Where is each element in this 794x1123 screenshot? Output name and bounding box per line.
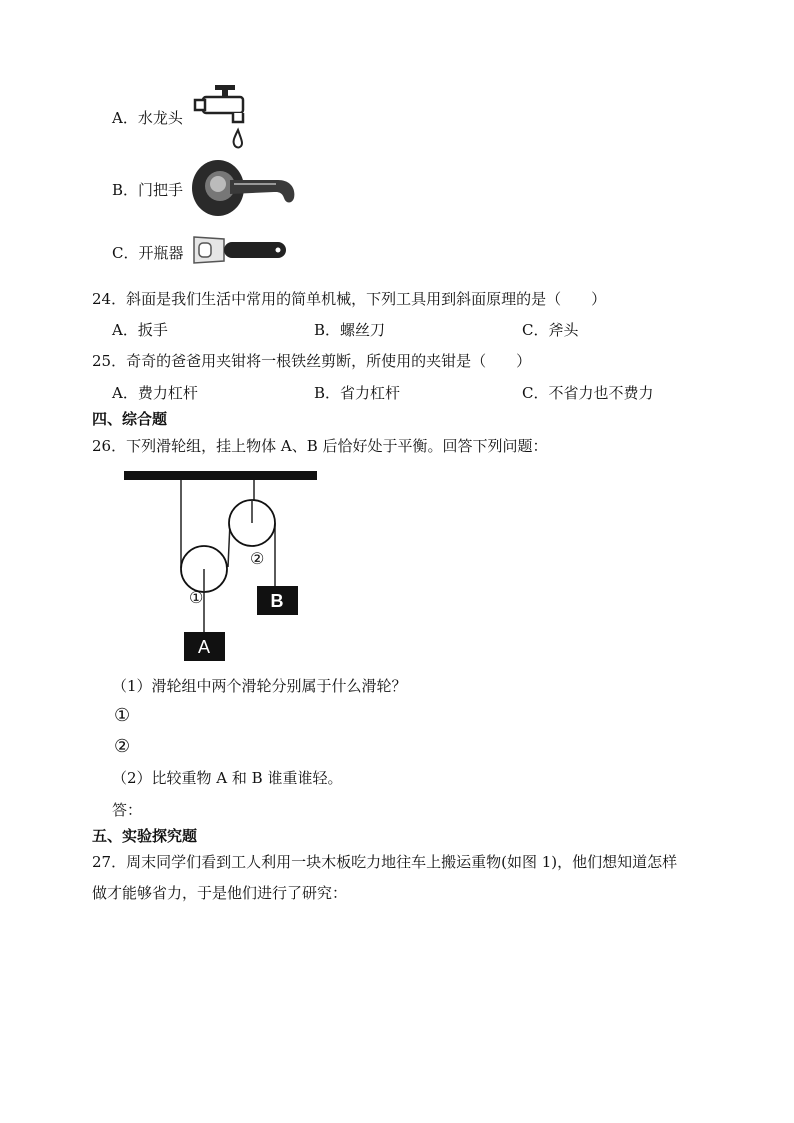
q25-option-a: A．费力杠杆 xyxy=(112,384,198,402)
section-heading-5: 五、实验探究题 xyxy=(92,827,198,845)
q25-option-b: B．省力杠杆 xyxy=(314,384,401,402)
door-handle-icon xyxy=(190,158,300,218)
weight-a-label: A xyxy=(197,637,211,657)
bottle-opener-icon xyxy=(190,229,290,269)
pulley-2-label: ② xyxy=(250,551,265,568)
ceiling-beam xyxy=(124,471,317,480)
q26-answer-prompt: 答： xyxy=(112,801,143,819)
faucet-icon xyxy=(193,82,253,154)
q24-option-b: B．螺丝刀 xyxy=(314,321,386,339)
q23-option-a: A．水龙头 xyxy=(112,109,183,127)
q26-answer-1: ① xyxy=(114,705,131,726)
q26-sub2: （2）比较重物 A 和 B 谁重谁轻。 xyxy=(112,769,343,787)
q24-stem: 24．斜面是我们生活中常用的简单机械，下列工具用到斜面原理的是（ ） xyxy=(92,290,607,308)
q26-stem: 26．下列滑轮组，挂上物体 A、B 后恰好处于平衡。回答下列问题： xyxy=(92,437,548,455)
weight-b-label: B xyxy=(270,591,284,611)
pulley-1-label: ① xyxy=(189,590,204,607)
q23-option-b: B．门把手 xyxy=(112,181,184,199)
q24-option-a: A．扳手 xyxy=(112,321,168,339)
q27-line-2: 做才能够省力，于是他们进行了研究： xyxy=(92,884,348,902)
q24-option-c: C．斧头 xyxy=(522,321,579,339)
q27-line-1: 27．周末同学们看到工人利用一块木板吃力地往车上搬运重物(如图 1)，他们想知道怎样 xyxy=(92,853,678,871)
q26-answer-2: ② xyxy=(114,736,131,757)
q25-option-c: C．不省力也不费力 xyxy=(522,384,654,402)
q26-sub1: （1）滑轮组中两个滑轮分别属于什么滑轮？ xyxy=(112,677,407,695)
q25-stem: 25．奇奇的爸爸用夹钳将一根铁丝剪断，所使用的夹钳是（ ） xyxy=(92,352,532,370)
pulley-diagram xyxy=(120,468,325,664)
section-heading-4: 四、综合题 xyxy=(92,410,168,428)
q23-option-c: C．开瓶器 xyxy=(112,244,184,262)
